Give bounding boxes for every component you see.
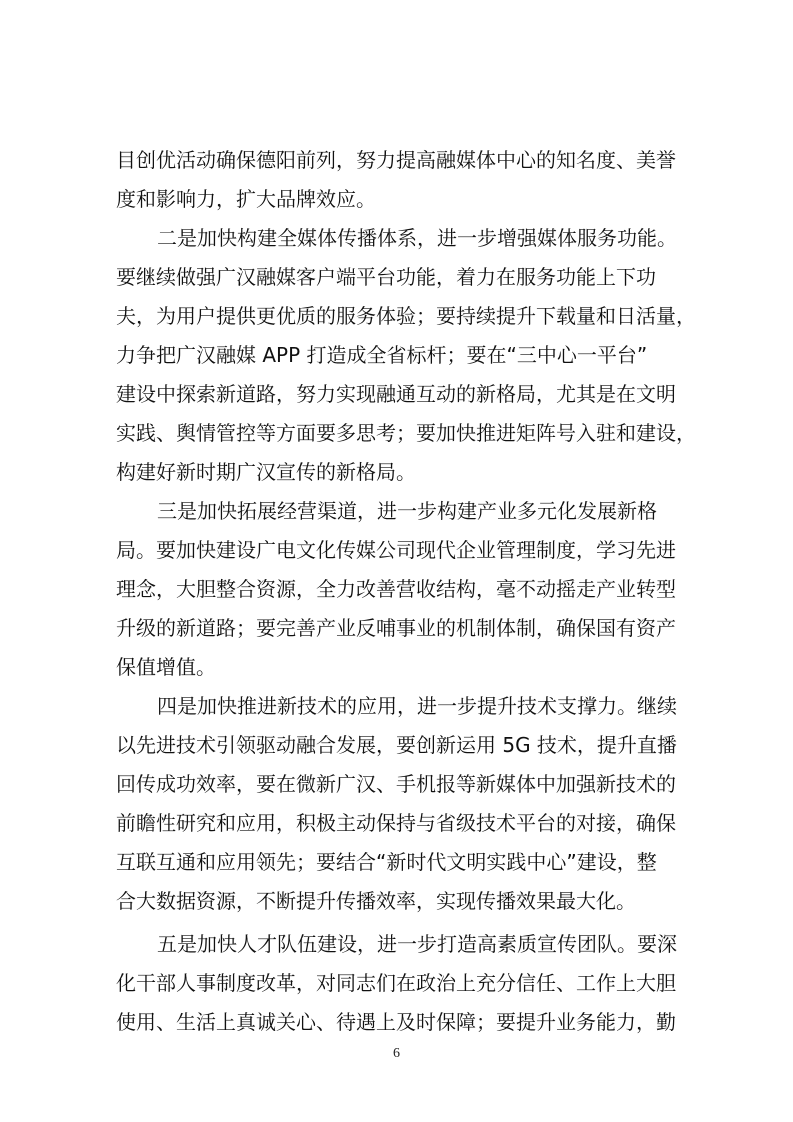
paragraph-line: 局。要加快建设广电文化传媒公司现代企业管理制度，学习先进	[116, 538, 676, 562]
paragraph-line: 三是加快拓展经营渠道，进一步构建产业多元化发展新格	[157, 499, 657, 523]
paragraph-line: 建设中探索新道路，努力实现融通互动的新格局，尤其是在文明	[116, 382, 676, 406]
paragraph-line: 目创优活动确保德阳前列，努力提高融媒体中心的知名度、美誉	[116, 148, 676, 172]
paragraph-line: 理念，大胆整合资源，全力改善营收结构，毫不动摇走产业转型	[116, 577, 676, 601]
paragraph-line: 构建好新时期广汉宣传的新格局。	[116, 460, 416, 484]
paragraph-line: 使用、生活上真诚关心、待遇上及时保障；要提升业务能力，勤	[116, 1010, 676, 1034]
paragraph-line: 以先进技术引领驱动融合发展，要创新运用 5G 技术，提升直播	[116, 733, 677, 757]
paragraph-line: 力争把广汉融媒 APP 打造成全省标杆；要在“三中心一平台”	[116, 343, 648, 367]
paragraph-line: 合大数据资源，不断提升传播效率，实现传播效果最大化。	[116, 889, 636, 913]
paragraph-line: 前瞻性研究和应用，积极主动保持与省级技术平台的对接，确保	[116, 811, 676, 835]
paragraph-line: 二是加快构建全媒体传播体系，进一步增强媒体服务功能。	[157, 226, 677, 250]
paragraph-line: 四是加快推进新技术的应用，进一步提升技术支撑力。继续	[157, 694, 677, 718]
paragraph-line: 夫，为用户提供更优质的服务体验；要持续提升下载量和日活量，	[116, 304, 696, 328]
paragraph-line: 升级的新道路；要完善产业反哺事业的机制体制，确保国有资产	[116, 616, 676, 640]
paragraph-line: 回传成功效率，要在微新广汉、手机报等新媒体中加强新技术的	[116, 772, 676, 796]
paragraph-line: 五是加快人才队伍建设，进一步打造高素质宣传团队。要深	[157, 932, 677, 956]
paragraph-line: 度和影响力，扩大品牌效应。	[116, 187, 376, 211]
paragraph-line: 保值增值。	[116, 655, 216, 679]
paragraph-line: 要继续做强广汉融媒客户端平台功能，着力在服务功能上下功	[116, 265, 656, 289]
paragraph-line: 实践、舆情管控等方面要多思考；要加快推进矩阵号入驻和建设，	[116, 421, 696, 445]
page-number: 6	[393, 1046, 400, 1061]
paragraph-line: 互联互通和应用领先；要结合“新时代文明实践中心”建设，整	[116, 850, 657, 874]
paragraph-line: 化干部人事制度改革，对同志们在政治上充分信任、工作上大胆	[116, 971, 676, 995]
